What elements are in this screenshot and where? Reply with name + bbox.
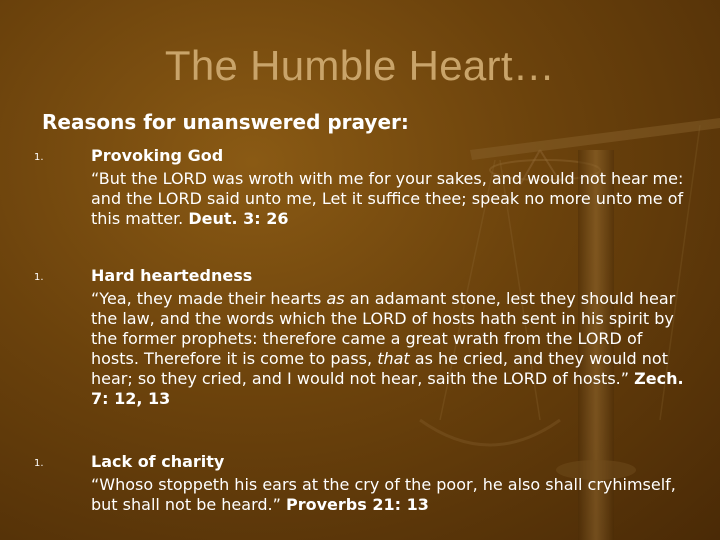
verse-text: “But the LORD was wroth with me for your sakes, and would not hear me: and the LORD said unto me, Let it suffice thee; speak no more unto me of this matter. (91, 169, 684, 228)
list-item-heading: Provoking God (91, 146, 224, 165)
verse-italic: as (326, 289, 345, 308)
slide-title: The Humble Heart… (164, 42, 556, 89)
verse-text: an adamant stone, lest they should hear the law, and the words which the LORD of hosts hath sent in his spirit by the former prophets: therefore came a great wrath from the LORD of hosts. Therefore it is come to pass, (91, 289, 676, 368)
list-item-verse (91, 475, 691, 515)
verse-reference: Zech. 7: 12, 13 (91, 369, 684, 408)
list-item-verse (91, 289, 691, 409)
list-item-heading: Hard heartedness (91, 266, 253, 285)
list-item-verse (91, 169, 691, 229)
list-item-heading: Lack of charity (91, 452, 225, 471)
list-item-number: 1. (34, 152, 44, 163)
verse-reference: Proverbs 21: 13 (286, 495, 429, 514)
verse-text: “Yea, they made their hearts (91, 289, 327, 308)
verse-italic: that (377, 349, 410, 368)
list-item-number: 1. (34, 458, 44, 469)
slide-subtitle: Reasons for unanswered prayer: (42, 110, 409, 134)
verse-text: “Whoso stoppeth his ears at the cry of the poor, he also shall cryhimself, but shall not be heard.” (91, 475, 676, 514)
verse-reference: Deut. 3: 26 (188, 209, 289, 228)
list-item-number: 1. (34, 272, 44, 283)
verse-text: as he cried, and they would not hear; so they cried, and I would not hear, saith the LORD of hosts.” (91, 349, 668, 388)
